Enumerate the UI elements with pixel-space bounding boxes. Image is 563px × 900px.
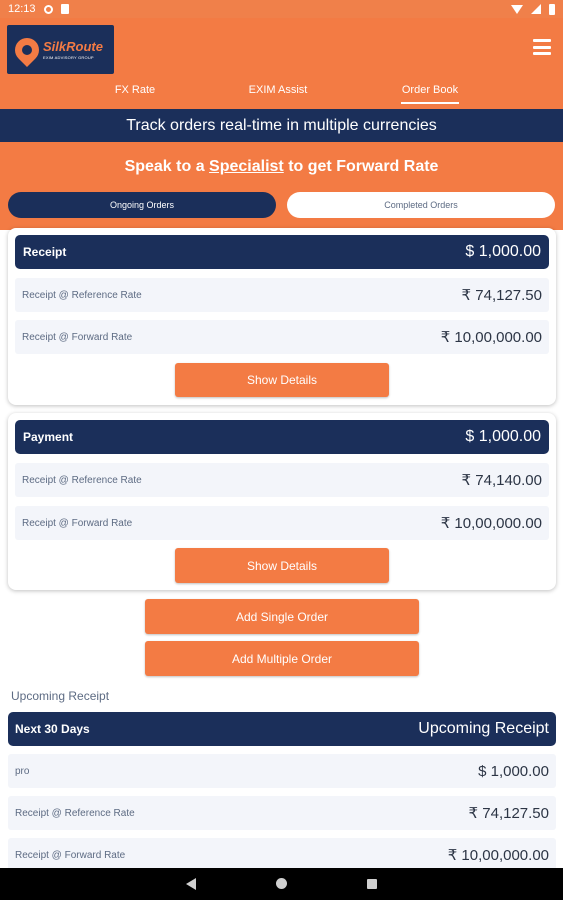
back-icon[interactable] <box>186 878 196 890</box>
order-row-reference <box>15 463 549 497</box>
banner-text: Track orders real-time in multiple currencies <box>126 116 437 134</box>
row-label: Receipt @ Reference Rate <box>22 474 142 486</box>
row-value: ₹ 74,127.50 <box>468 805 549 822</box>
order-type: Receipt <box>23 245 67 259</box>
nav-tabs <box>0 82 563 106</box>
hamburger-menu-icon[interactable] <box>533 39 551 55</box>
sd-card-icon <box>61 4 69 14</box>
specialist-link[interactable]: Specialist <box>209 158 284 175</box>
tab-fx-rate[interactable]: FX Rate <box>114 84 156 96</box>
order-row-forward <box>15 506 549 540</box>
row-label: Receipt @ Forward Rate <box>22 331 133 343</box>
order-card <box>8 413 556 590</box>
logo-text-block <box>43 40 103 60</box>
row-value: $ 1,000.00 <box>478 762 549 780</box>
status-time: 12:13 <box>8 3 36 15</box>
row-label: Receipt @ Reference Rate <box>22 289 142 301</box>
row-value: ₹ 74,140.00 <box>461 472 542 489</box>
upcoming-section-title: Upcoming Receipt <box>11 689 110 703</box>
specialist-prefix: Speak to a <box>124 158 205 175</box>
row-value: ₹ 10,00,000.00 <box>440 515 542 532</box>
upcoming-header <box>8 712 556 746</box>
logo-subtitle: EXIM ADVISORY GROUP <box>43 54 94 60</box>
app-header <box>0 18 563 109</box>
show-details-button[interactable]: Show Details <box>175 548 389 583</box>
order-row-forward <box>15 320 549 354</box>
tab-order-book[interactable]: Order Book <box>401 82 459 104</box>
order-card-header <box>15 420 549 454</box>
logo-text: SilkRoute <box>43 38 103 54</box>
order-card <box>8 228 556 405</box>
upcoming-header-title: Upcoming Receipt <box>418 720 549 737</box>
show-details-button[interactable]: Show Details <box>175 363 389 397</box>
tab-ongoing-orders[interactable]: Ongoing Orders <box>8 192 276 218</box>
order-amount: $ 1,000.00 <box>465 243 541 260</box>
upcoming-row-reference <box>8 796 556 830</box>
battery-icon <box>549 4 555 15</box>
order-card-header <box>15 235 549 269</box>
row-value: ₹ 74,127.50 <box>461 287 542 304</box>
row-label: Receipt @ Reference Rate <box>15 807 135 819</box>
row-value: ₹ 10,00,000.00 <box>440 329 542 346</box>
system-nav-bar <box>0 868 563 900</box>
upcoming-period: Next 30 Days <box>15 722 90 736</box>
row-label: Receipt @ Forward Rate <box>15 849 126 861</box>
status-bar <box>0 0 563 18</box>
recents-icon[interactable] <box>367 879 377 889</box>
tracking-banner <box>0 109 563 142</box>
settings-icon <box>44 5 53 14</box>
specialist-callout <box>0 158 563 176</box>
row-label: Receipt @ Forward Rate <box>22 517 133 529</box>
row-label: pro <box>15 765 30 777</box>
order-row-reference <box>15 278 549 312</box>
home-icon[interactable] <box>276 878 287 889</box>
specialist-suffix: to get Forward Rate <box>288 158 439 175</box>
logo-pin-icon <box>10 33 44 67</box>
tab-exim-assist[interactable]: EXIM Assist <box>248 84 308 96</box>
signal-icon <box>531 4 541 14</box>
upcoming-row-forward <box>8 838 556 872</box>
add-single-order-button[interactable]: Add Single Order <box>145 599 419 634</box>
row-value: ₹ 10,00,000.00 <box>447 847 549 864</box>
order-amount: $ 1,000.00 <box>465 428 541 445</box>
add-multiple-order-button[interactable]: Add Multiple Order <box>145 641 419 676</box>
app-logo[interactable] <box>7 25 114 74</box>
order-type: Payment <box>23 430 74 444</box>
wifi-icon <box>511 5 523 14</box>
upcoming-row-order <box>8 754 556 788</box>
tab-completed-orders[interactable]: Completed Orders <box>287 192 555 218</box>
